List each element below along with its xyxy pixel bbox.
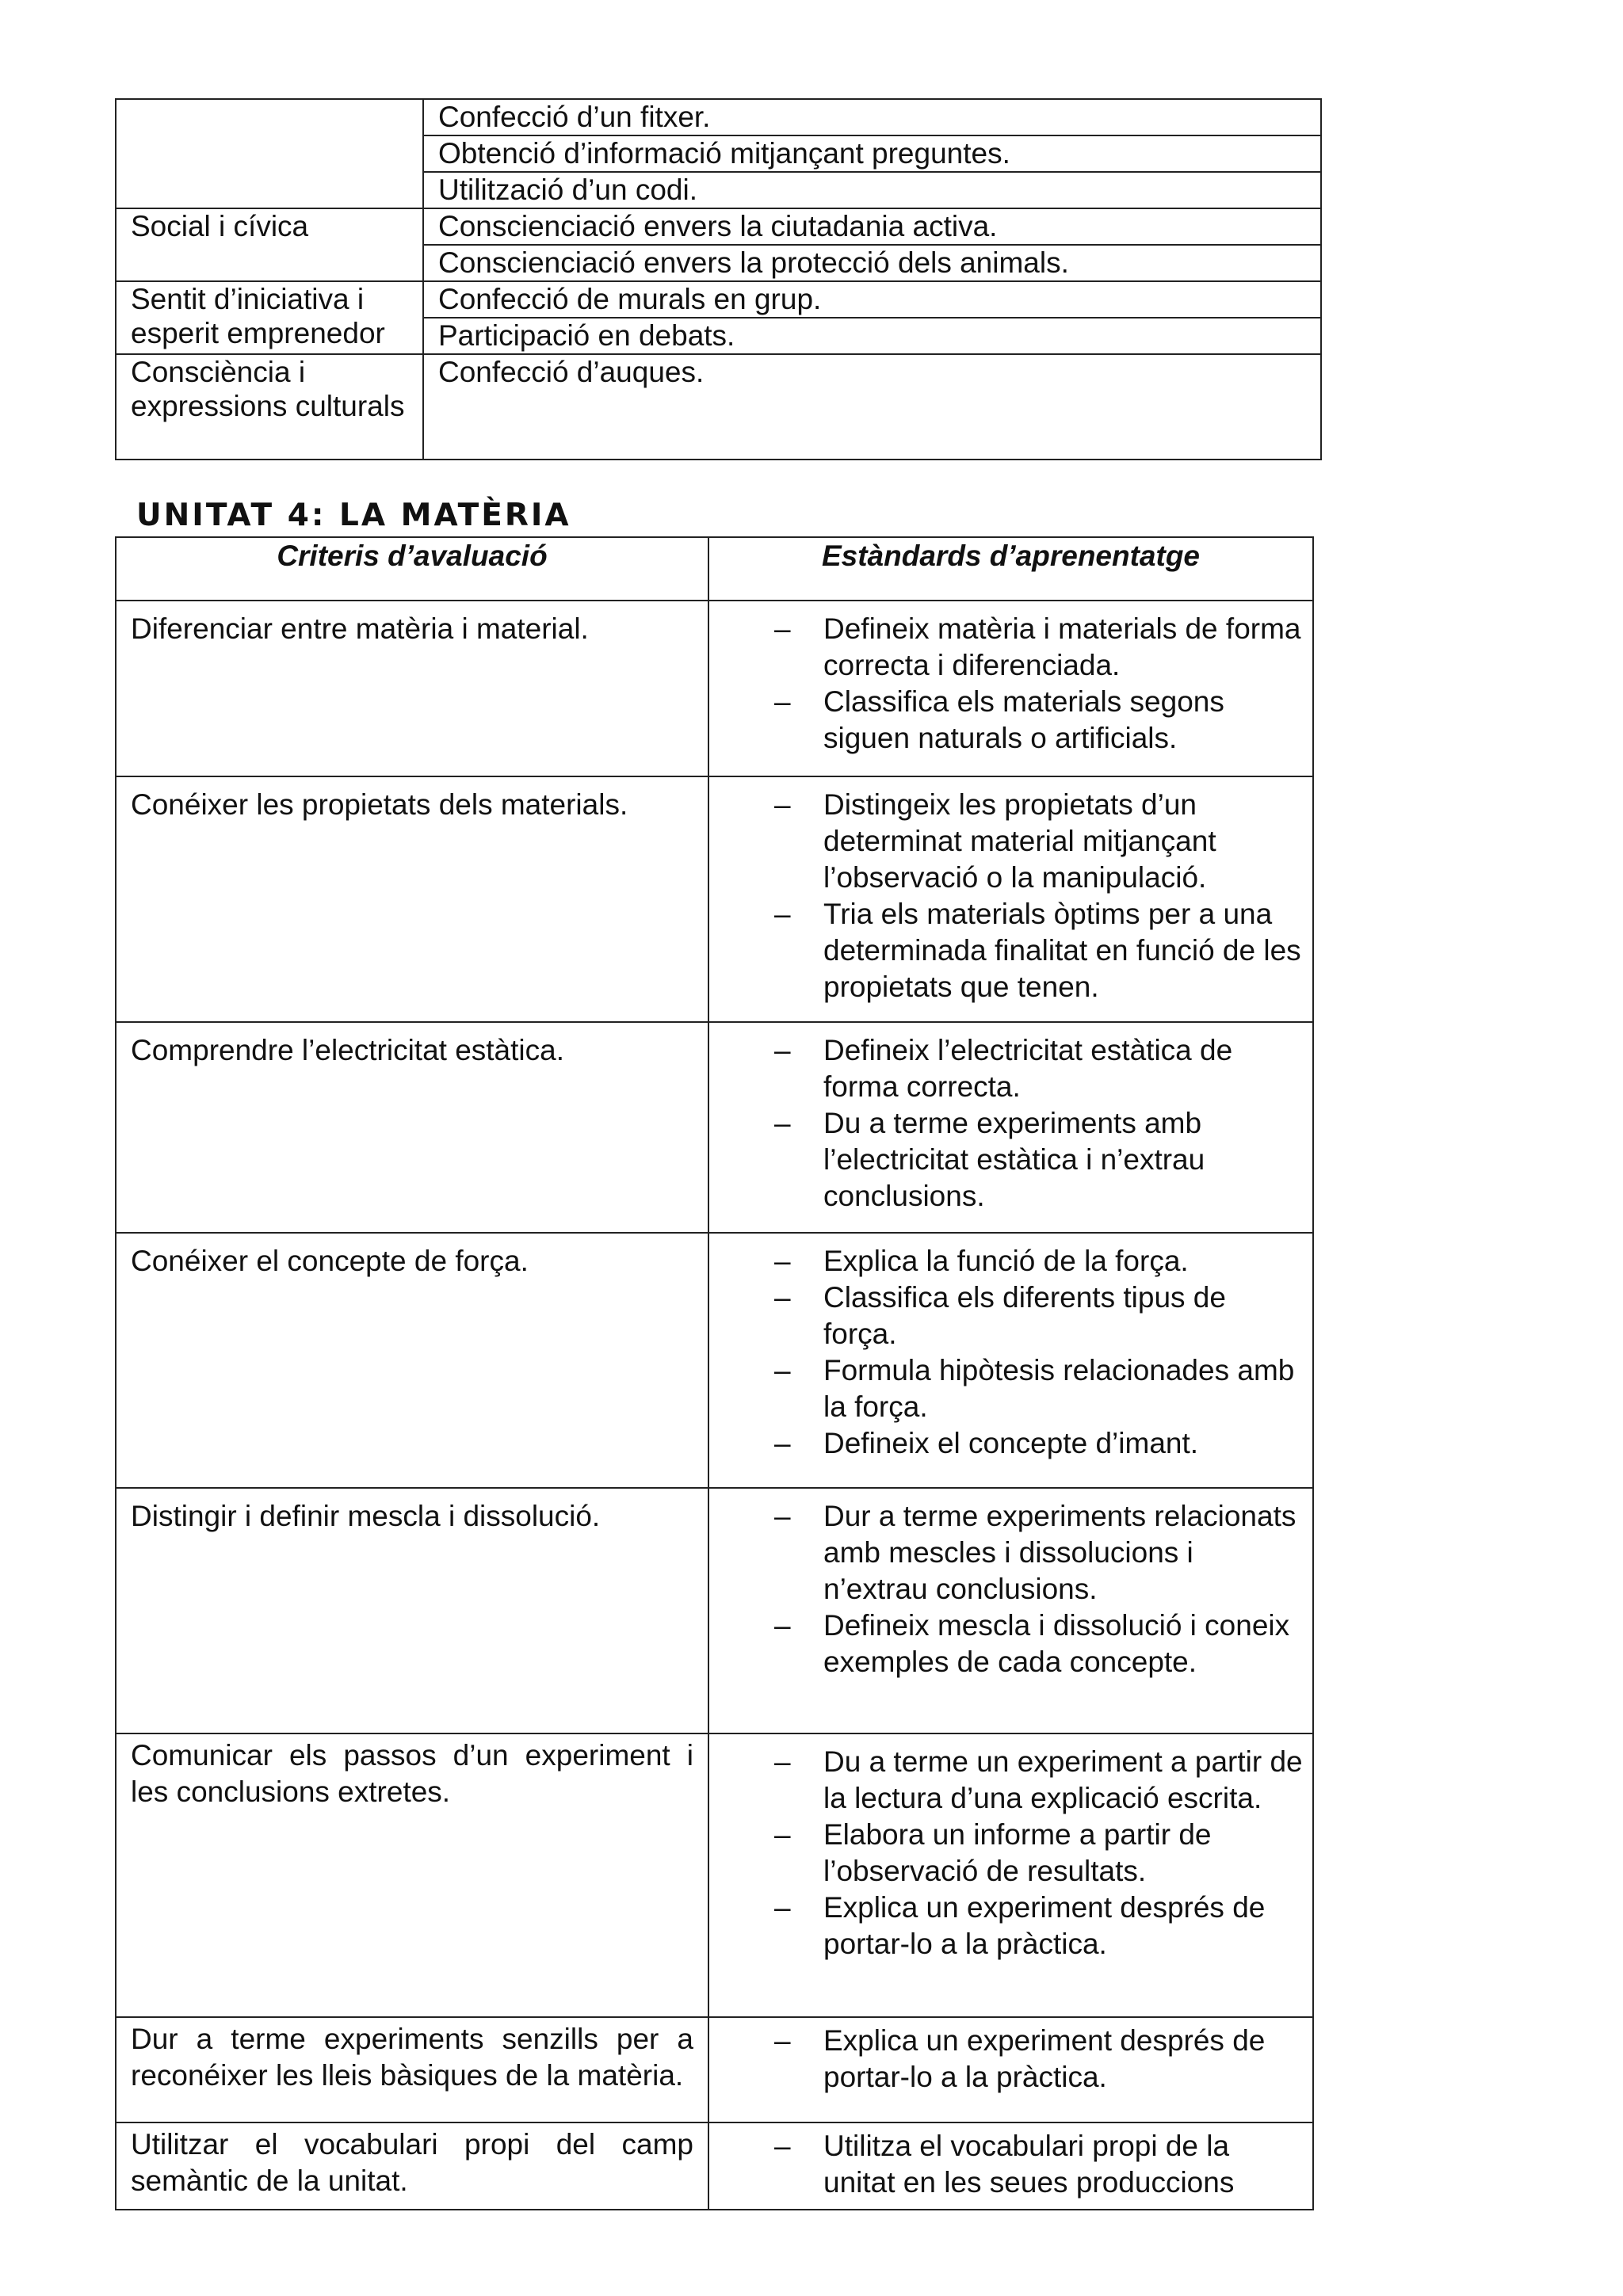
standards-list bbox=[709, 787, 1304, 1005]
criteria-row bbox=[116, 1488, 1313, 1733]
criteria-row bbox=[116, 776, 1313, 1022]
standard-text: Classifica els diferents tipus de força. bbox=[823, 1281, 1226, 1350]
standards-cell bbox=[708, 1233, 1313, 1488]
competence-activity: Confecció d’auques. bbox=[423, 354, 1321, 460]
competence-activity: Obtenció d’informació mitjançant preguntes. bbox=[423, 135, 1321, 172]
competence-name: Consciència i expressions culturals bbox=[116, 354, 423, 460]
standard-item bbox=[709, 1817, 1304, 1890]
criteria-row bbox=[116, 1733, 1313, 2017]
standard-text: Defineix matèria i materials de forma correcta i diferenciada. bbox=[823, 612, 1301, 681]
criterion-text: Utilitzar el vocabulari propi del camp semàntic de la unitat. bbox=[116, 2122, 708, 2210]
criteria-row bbox=[116, 1233, 1313, 1488]
criteria-row bbox=[116, 2017, 1313, 2122]
standard-text: Du a terme un experiment a partir de la lectura d’una explicació escrita. bbox=[823, 1745, 1303, 1814]
competence-activity: Participació en debats. bbox=[423, 318, 1321, 354]
standards-list bbox=[709, 2023, 1304, 2096]
standard-item bbox=[709, 1608, 1304, 1680]
standard-text: Formula hipòtesis relacionades amb la força. bbox=[823, 1354, 1295, 1423]
dash-bullet: – bbox=[774, 788, 791, 821]
criteria-row bbox=[116, 1022, 1313, 1233]
standard-item bbox=[709, 2023, 1304, 2096]
standard-text: Elabora un informe a partir de l’observació de resultats. bbox=[823, 1818, 1212, 1887]
standard-item bbox=[709, 1425, 1304, 1462]
dash-bullet: – bbox=[774, 1745, 791, 1778]
competence-name: Social i cívica bbox=[116, 208, 423, 281]
dash-bullet: – bbox=[774, 2024, 791, 2057]
dash-bullet: – bbox=[774, 1354, 791, 1386]
criterion-text: Dur a terme experiments senzills per a reconéixer les lleis bàsiques de la matèria. bbox=[116, 2017, 708, 2122]
dash-bullet: – bbox=[774, 898, 791, 930]
dash-bullet: – bbox=[774, 1891, 791, 1924]
standard-text: Defineix el concepte d’imant. bbox=[823, 1427, 1199, 1459]
standard-text: Explica un experiment després de portar-lo a la pràctica. bbox=[823, 1891, 1266, 1960]
competence-activity: Utilització d’un codi. bbox=[423, 172, 1321, 208]
unit-title: UNITAT 4: LA MATÈRIA bbox=[136, 498, 571, 533]
dash-bullet: – bbox=[774, 1034, 791, 1066]
standard-item bbox=[709, 1498, 1304, 1608]
dash-bullet: – bbox=[774, 1427, 791, 1459]
standard-item bbox=[709, 787, 1304, 896]
standard-text: Defineix l’electricitat estàtica de forma correcta. bbox=[823, 1034, 1233, 1103]
criteria-header: Criteris d’avaluació bbox=[116, 537, 708, 601]
criterion-text: Comprendre l’electricitat estàtica. bbox=[116, 1022, 708, 1233]
dash-bullet: – bbox=[774, 1107, 791, 1139]
standard-text: Tria els materials òptims per a una determinada finalitat en funció de les propietats que tenen. bbox=[823, 898, 1301, 1003]
dash-bullet: – bbox=[774, 1500, 791, 1532]
unit-table bbox=[115, 536, 1314, 2210]
standards-list bbox=[709, 1243, 1304, 1462]
criteria-row bbox=[116, 2122, 1313, 2210]
standard-text: Classifica els materials segons siguen naturals o artificials. bbox=[823, 685, 1224, 754]
dash-bullet: – bbox=[774, 1245, 791, 1277]
standards-header: Estàndards d’aprenentatge bbox=[708, 537, 1313, 601]
dash-bullet: – bbox=[774, 1609, 791, 1642]
competence-row bbox=[116, 281, 1321, 318]
dash-bullet: – bbox=[774, 1818, 791, 1851]
standard-text: Dur a terme experiments relacionats amb mescles i dissolucions i n’extrau conclusions. bbox=[823, 1500, 1296, 1605]
standard-item bbox=[709, 1105, 1304, 1215]
standards-list bbox=[709, 1744, 1304, 1962]
standard-item bbox=[709, 1280, 1304, 1352]
dash-bullet: – bbox=[774, 685, 791, 718]
standards-cell bbox=[708, 776, 1313, 1022]
standard-item bbox=[709, 2128, 1304, 2201]
competence-name: Sentit d’iniciativa i esperit emprenedor bbox=[116, 281, 423, 354]
standard-item bbox=[709, 1352, 1304, 1425]
standards-cell bbox=[708, 2017, 1313, 2122]
standard-item bbox=[709, 611, 1304, 684]
standard-text: Du a terme experiments amb l’electricitat estàtica i n’extrau conclusions. bbox=[823, 1107, 1205, 1212]
standard-item bbox=[709, 896, 1304, 1005]
standard-item bbox=[709, 1744, 1304, 1817]
standard-item bbox=[709, 1890, 1304, 1962]
criterion-text: Conéixer les propietats dels materials. bbox=[116, 776, 708, 1022]
standards-list bbox=[709, 2128, 1304, 2201]
dash-bullet: – bbox=[774, 1281, 791, 1314]
standard-text: Utilitza el vocabulari propi de la unitat en les seues produccions bbox=[823, 2130, 1235, 2199]
criteria-row bbox=[116, 601, 1313, 776]
standards-list bbox=[709, 1498, 1304, 1680]
competence-row bbox=[116, 354, 1321, 460]
competence-activity: Confecció d’un fitxer. bbox=[423, 99, 1321, 135]
dash-bullet: – bbox=[774, 2130, 791, 2162]
standard-item bbox=[709, 684, 1304, 757]
standard-text: Explica un experiment després de portar-lo a la pràctica. bbox=[823, 2024, 1266, 2093]
standard-text: Distingeix les propietats d’un determinat material mitjançant l’observació o la manipulació. bbox=[823, 788, 1216, 894]
competence-row bbox=[116, 99, 1321, 135]
standards-list bbox=[709, 1032, 1304, 1215]
competence-row bbox=[116, 208, 1321, 245]
standard-item bbox=[709, 1032, 1304, 1105]
standard-text: Explica la funció de la força. bbox=[823, 1245, 1189, 1277]
standards-cell bbox=[708, 601, 1313, 776]
competence-activity: Conscienciació envers la ciutadania activa. bbox=[423, 208, 1321, 245]
criterion-text: Distingir i definir mescla i dissolució. bbox=[116, 1488, 708, 1733]
standards-cell bbox=[708, 1488, 1313, 1733]
competence-activity: Confecció de murals en grup. bbox=[423, 281, 1321, 318]
standard-item bbox=[709, 1243, 1304, 1280]
standards-list bbox=[709, 611, 1304, 757]
criterion-text: Conéixer el concepte de força. bbox=[116, 1233, 708, 1488]
standard-text: Defineix mescla i dissolució i coneix exemples de cada concepte. bbox=[823, 1609, 1290, 1678]
standards-cell bbox=[708, 1022, 1313, 1233]
standards-cell bbox=[708, 1733, 1313, 2017]
competence-name bbox=[116, 99, 423, 208]
standards-cell bbox=[708, 2122, 1313, 2210]
criterion-text: Diferenciar entre matèria i material. bbox=[116, 601, 708, 776]
competences-table bbox=[115, 98, 1322, 460]
dash-bullet: – bbox=[774, 612, 791, 645]
unit-table-header bbox=[116, 537, 1313, 601]
criterion-text: Comunicar els passos d’un experiment i les conclusions extretes. bbox=[116, 1733, 708, 2017]
competence-activity: Conscienciació envers la protecció dels animals. bbox=[423, 245, 1321, 281]
